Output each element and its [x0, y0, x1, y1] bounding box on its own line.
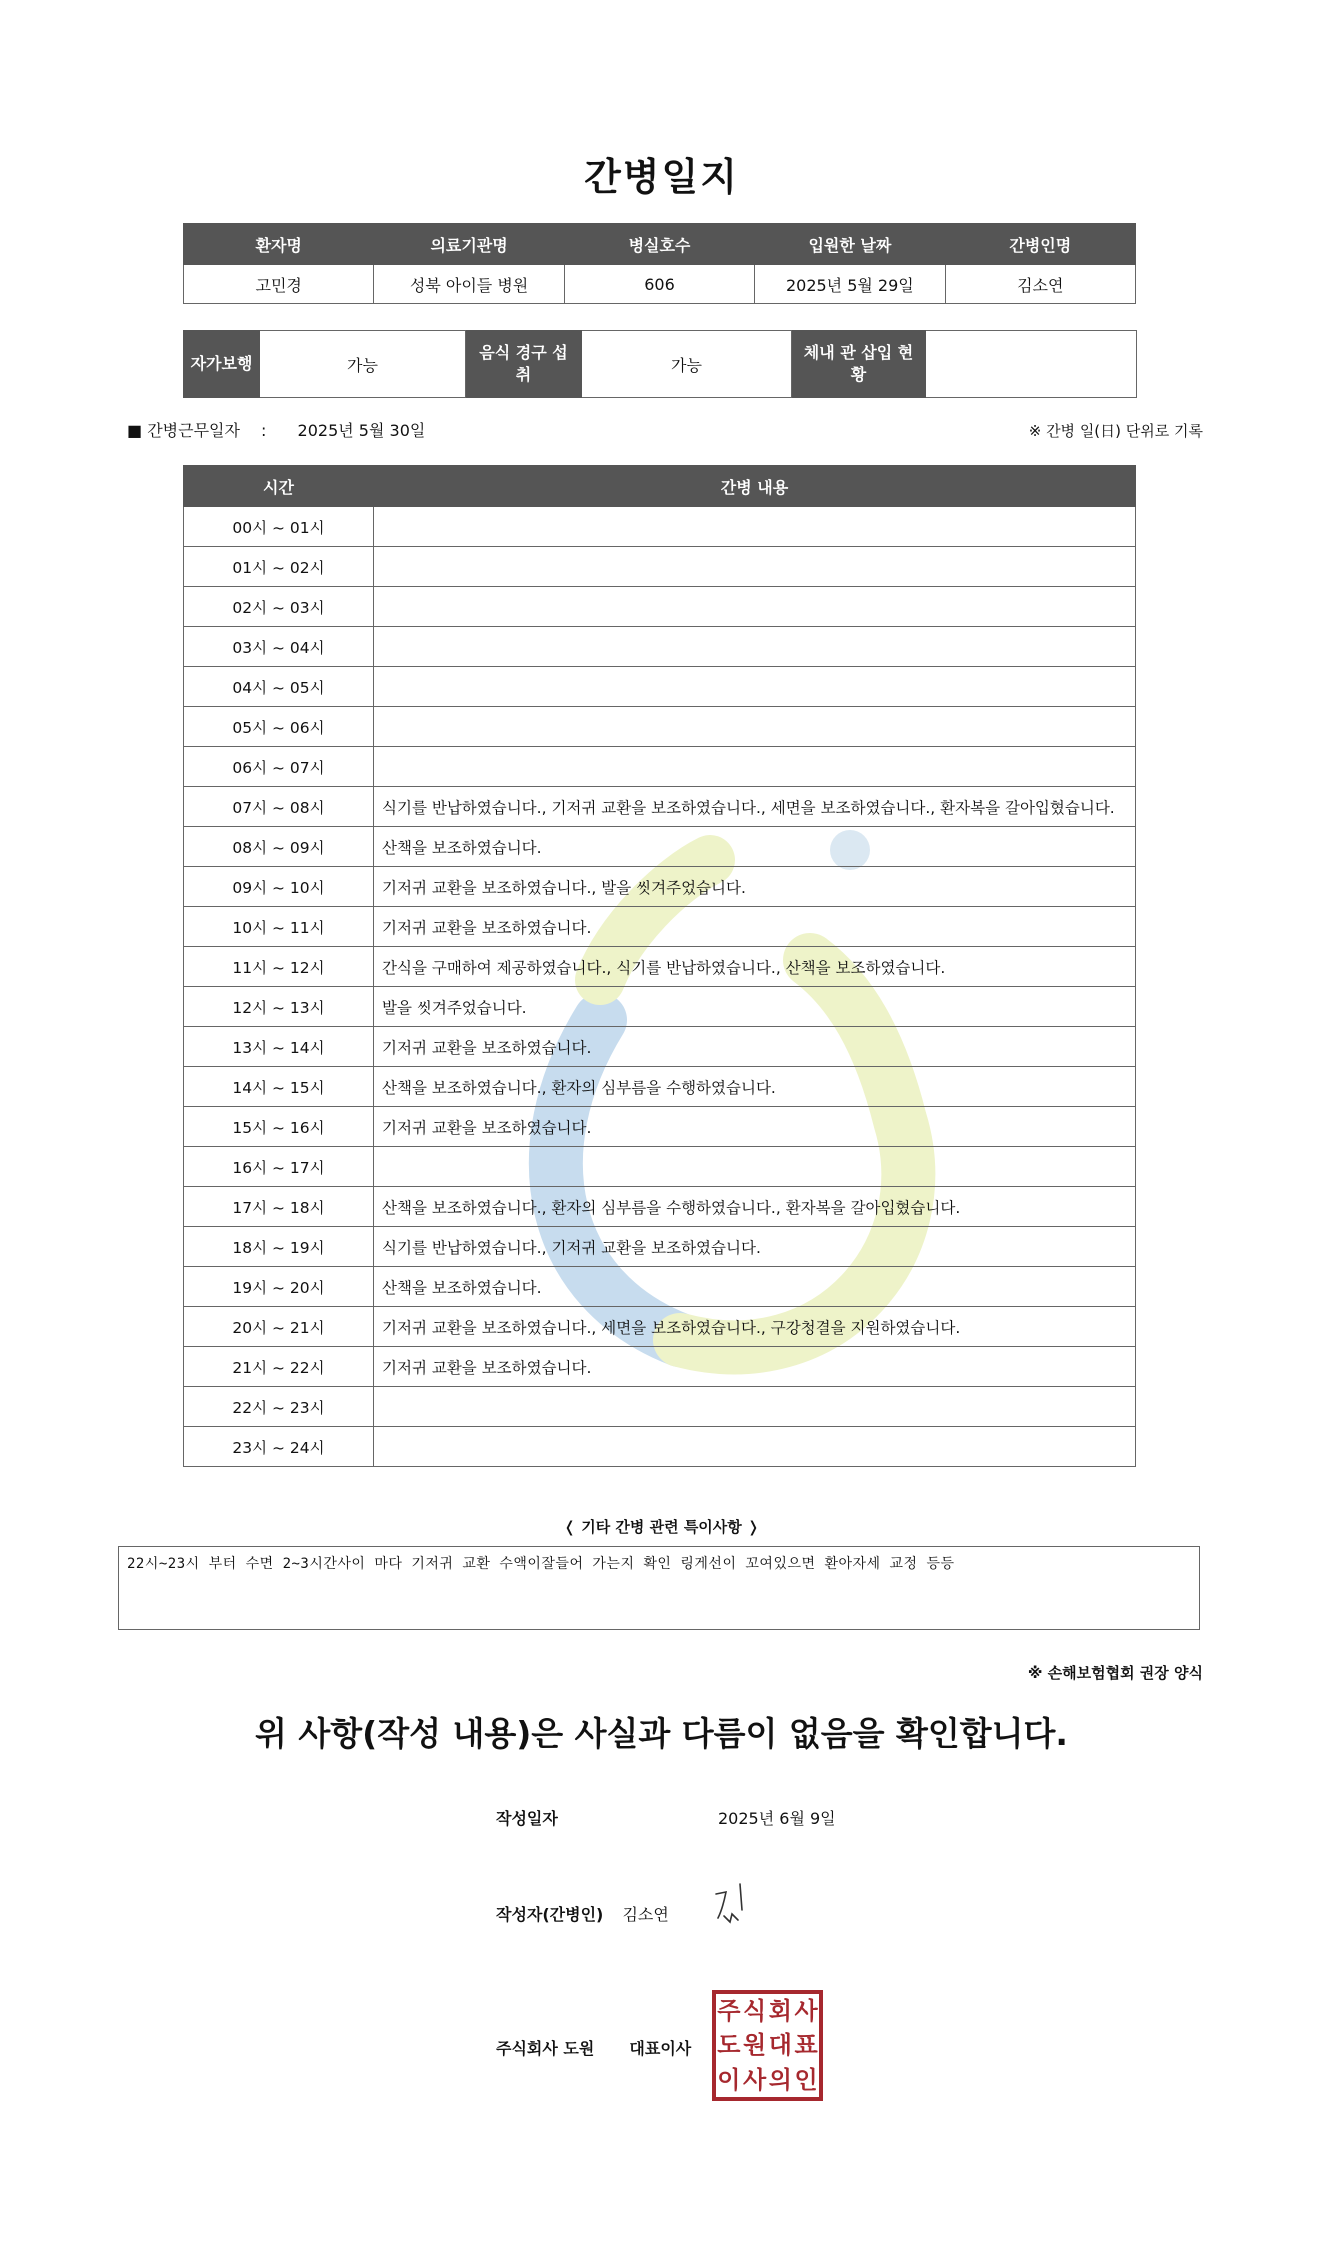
log-row — [184, 1107, 1136, 1147]
log-time: 11시 ~ 12시 — [184, 947, 374, 987]
log-content: 기저귀 교환을 보조하였습니다., 발을 씻겨주었습니다. — [374, 867, 1136, 907]
log-content — [374, 507, 1136, 547]
tube-insertion-value — [926, 331, 1137, 398]
tube-insertion-label: 체내 관 삽입 현황 — [792, 331, 926, 398]
log-content: 기저귀 교환을 보조하였습니다. — [374, 1027, 1136, 1067]
log-time: 18시 ~ 19시 — [184, 1227, 374, 1267]
log-time: 17시 ~ 18시 — [184, 1187, 374, 1227]
seal-char: 주 — [717, 1997, 741, 2026]
company-row — [496, 2036, 691, 2059]
log-row — [184, 1227, 1136, 1267]
caregiver-name: 김소연 — [945, 265, 1135, 304]
log-content — [374, 1387, 1136, 1427]
writer-label: 작성자(간병인) — [496, 1905, 604, 1924]
log-time: 22시 ~ 23시 — [184, 1387, 374, 1427]
log-content — [374, 667, 1136, 707]
notes-heading: ❬ 기타 간병 관련 특이사항 ❭ — [563, 1518, 760, 1536]
log-body — [184, 507, 1136, 1467]
log-row — [184, 587, 1136, 627]
log-row — [184, 627, 1136, 667]
log-content — [374, 587, 1136, 627]
seal-char: 도 — [717, 2031, 741, 2060]
log-row — [184, 947, 1136, 987]
log-content: 발을 씻겨주었습니다. — [374, 987, 1136, 1027]
log-row — [184, 1027, 1136, 1067]
log-time: 03시 ~ 04시 — [184, 627, 374, 667]
log-row — [184, 707, 1136, 747]
log-content: 산책을 보조하였습니다. — [374, 1267, 1136, 1307]
header-caregiver-name: 간병인명 — [945, 224, 1135, 265]
log-time: 06시 ~ 07시 — [184, 747, 374, 787]
log-content: 기저귀 교환을 보조하였습니다., 세면을 보조하였습니다., 구강청결을 지원하였습니다. — [374, 1307, 1136, 1347]
patient-status-table — [183, 330, 1137, 398]
seal-char: 대 — [768, 2031, 792, 2060]
log-content: 산책을 보조하였습니다., 환자의 심부름을 수행하였습니다., 환자복을 갈아입혔습니다. — [374, 1187, 1136, 1227]
log-row — [184, 1187, 1136, 1227]
log-time: 23시 ~ 24시 — [184, 1427, 374, 1467]
representative-label: 대표이사 — [629, 2039, 692, 2058]
oral-intake-value: 가능 — [582, 331, 792, 398]
log-time: 15시 ~ 16시 — [184, 1107, 374, 1147]
writer-name: 김소연 — [622, 1905, 669, 1924]
company-name: 주식회사 도원 — [496, 2039, 595, 2058]
log-content — [374, 707, 1136, 747]
log-row — [184, 787, 1136, 827]
patient-info-table — [183, 223, 1136, 304]
seal-char: 사 — [794, 1997, 818, 2026]
log-row — [184, 1427, 1136, 1467]
header-room-number: 병실호수 — [564, 224, 754, 265]
log-time: 12시 ~ 13시 — [184, 987, 374, 1027]
log-time: 05시 ~ 06시 — [184, 707, 374, 747]
written-date-row — [496, 1806, 836, 1829]
work-date-label: ■ 간병근무일자 — [127, 421, 240, 440]
care-log-table — [183, 465, 1136, 1467]
log-row — [184, 507, 1136, 547]
unit-note: ※ 간병 일(日) 단위로 기록 — [1028, 422, 1203, 440]
log-row — [184, 987, 1136, 1027]
log-row — [184, 1267, 1136, 1307]
log-content: 간식을 구매하여 제공하였습니다., 식기를 반납하였습니다., 산책을 보조하였습니다. — [374, 947, 1136, 987]
log-time: 21시 ~ 22시 — [184, 1347, 374, 1387]
log-row — [184, 1147, 1136, 1187]
log-row — [184, 1307, 1136, 1347]
log-row — [184, 867, 1136, 907]
log-content — [374, 1147, 1136, 1187]
header-admission-date: 입원한 날짜 — [755, 224, 945, 265]
log-time: 20시 ~ 21시 — [184, 1307, 374, 1347]
info-value-row — [184, 265, 1136, 304]
log-time: 08시 ~ 09시 — [184, 827, 374, 867]
header-patient-name: 환자명 — [184, 224, 374, 265]
status-row — [184, 331, 1137, 398]
log-row — [184, 747, 1136, 787]
seal-char: 이 — [717, 2065, 741, 2094]
self-walk-value: 가능 — [260, 331, 466, 398]
log-row — [184, 667, 1136, 707]
log-row — [184, 1387, 1136, 1427]
log-time: 00시 ~ 01시 — [184, 507, 374, 547]
seal-char: 사 — [743, 2065, 767, 2094]
log-content — [374, 627, 1136, 667]
info-header-row — [184, 224, 1136, 265]
admission-date: 2025년 5월 29일 — [755, 265, 945, 304]
header-care-content: 간병 내용 — [374, 466, 1136, 507]
handwritten-signature — [712, 1880, 752, 1930]
association-note: ※ 손해보험협회 권장 양식 — [1027, 1664, 1203, 1682]
special-notes-box: 22시~23시 부터 수면 2~3시간사이 마다 기저귀 교환 수액이잘들어 가는지 확인 링게선이 꼬여있으면 환아자세 교정 등등 — [118, 1546, 1200, 1630]
log-time: 01시 ~ 02시 — [184, 547, 374, 587]
log-time: 13시 ~ 14시 — [184, 1027, 374, 1067]
log-time: 10시 ~ 11시 — [184, 907, 374, 947]
company-seal — [712, 1990, 823, 2101]
room-number: 606 — [564, 265, 754, 304]
log-content — [374, 1427, 1136, 1467]
log-time: 04시 ~ 05시 — [184, 667, 374, 707]
log-row — [184, 827, 1136, 867]
log-time: 14시 ~ 15시 — [184, 1067, 374, 1107]
log-header-row — [184, 466, 1136, 507]
log-row — [184, 907, 1136, 947]
seal-char: 회 — [768, 1997, 792, 2026]
log-time: 07시 ~ 08시 — [184, 787, 374, 827]
page-title: 간병일지 — [584, 155, 739, 199]
log-content: 기저귀 교환을 보조하였습니다. — [374, 1107, 1136, 1147]
seal-char: 식 — [743, 1997, 767, 2026]
log-content: 산책을 보조하였습니다. — [374, 827, 1136, 867]
log-row — [184, 547, 1136, 587]
confirmation-statement: 위 사항(작성 내용)은 사실과 다름이 없음을 확인합니다. — [255, 1714, 1068, 1753]
work-date-value: 2025년 5월 30일 — [297, 421, 426, 440]
patient-name: 고민경 — [184, 265, 374, 304]
self-walk-label: 자가보행 — [184, 331, 260, 398]
work-date-colon: : — [261, 421, 267, 440]
log-content: 산책을 보조하였습니다., 환자의 심부름을 수행하였습니다. — [374, 1067, 1136, 1107]
log-time: 16시 ~ 17시 — [184, 1147, 374, 1187]
writer-row — [496, 1902, 669, 1925]
log-content: 식기를 반납하였습니다., 기저귀 교환을 보조하였습니다., 세면을 보조하였습니다., 환자복을 갈아입혔습니다. — [374, 787, 1136, 827]
log-time: 02시 ~ 03시 — [184, 587, 374, 627]
log-content — [374, 547, 1136, 587]
log-row — [184, 1347, 1136, 1387]
oral-intake-label: 음식 경구 섭취 — [466, 331, 582, 398]
seal-char: 표 — [794, 2031, 818, 2060]
log-content — [374, 747, 1136, 787]
header-time: 시간 — [184, 466, 374, 507]
log-time: 19시 ~ 20시 — [184, 1267, 374, 1307]
log-content: 식기를 반납하였습니다., 기저귀 교환을 보조하였습니다. — [374, 1227, 1136, 1267]
work-date — [127, 418, 425, 441]
header-hospital-name: 의료기관명 — [374, 224, 564, 265]
seal-char: 인 — [794, 2065, 818, 2094]
log-content: 기저귀 교환을 보조하였습니다. — [374, 1347, 1136, 1387]
seal-char: 원 — [743, 2031, 767, 2060]
log-row — [184, 1067, 1136, 1107]
log-content: 기저귀 교환을 보조하였습니다. — [374, 907, 1136, 947]
seal-char: 의 — [768, 2065, 792, 2094]
log-time: 09시 ~ 10시 — [184, 867, 374, 907]
hospital-name: 성북 아이들 병원 — [374, 265, 564, 304]
written-date-label: 작성일자 — [496, 1809, 558, 1828]
written-date-value: 2025년 6월 9일 — [718, 1809, 836, 1828]
